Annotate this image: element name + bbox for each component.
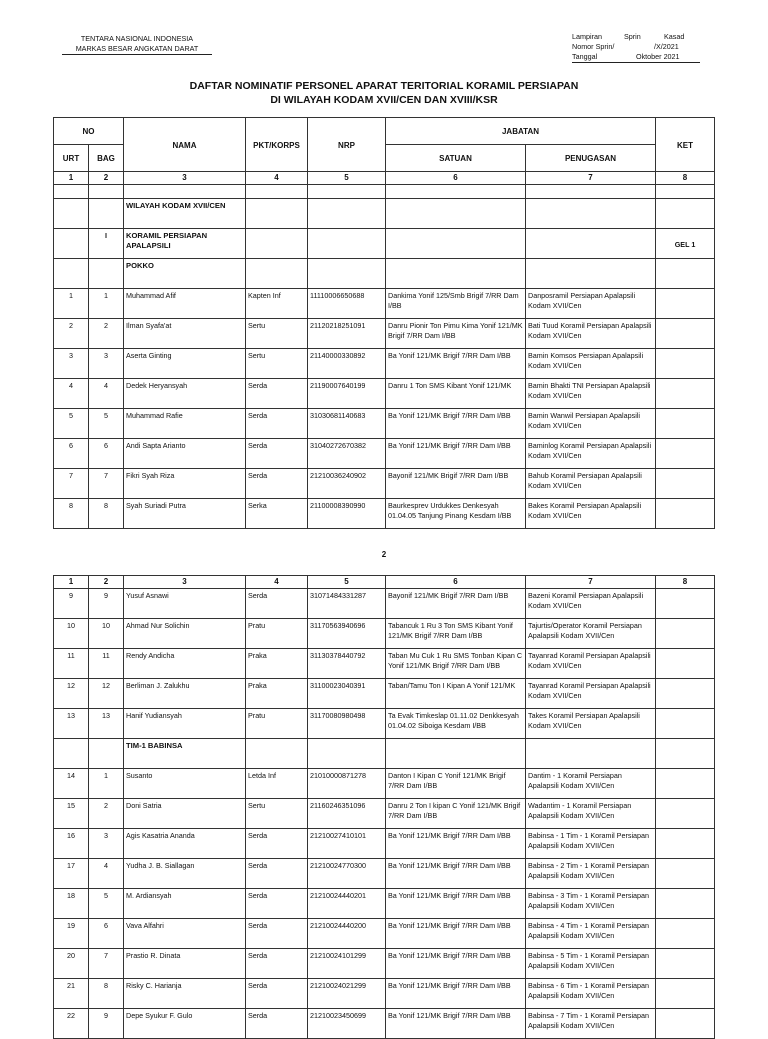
cell-nama: Fikri Syah Riza <box>124 469 246 499</box>
cell-nrp: 31170563940696 <box>308 619 386 649</box>
cell-penugasan: Wadantim - 1 Koramil Persiapan Apalapsili Kodam XVII/Cen <box>526 799 656 829</box>
cell-nrp: 31130378440792 <box>308 649 386 679</box>
cell-penugasan: Baminlog Koramil Persiapan Apalapsili Kodam XVII/Cen <box>526 439 656 469</box>
cell-nama: Yudha J. B. Siallagan <box>124 859 246 889</box>
cell-satuan: Ba Yonif 121/MK Brigif 7/RR Dam I/BB <box>386 919 526 949</box>
cell-nama: Berliman J. Zalukhu <box>124 679 246 709</box>
cell-penugasan: Babinsa - 5 Tim - 1 Koramil Persiapan Apalapsili Kodam XVII/Cen <box>526 949 656 979</box>
section-row-wilayah <box>54 199 715 229</box>
header-no: NO <box>54 118 124 145</box>
cell-nrp: 21210023450699 <box>308 1009 386 1039</box>
section-koramil-ket: GEL 1 <box>656 229 715 259</box>
cell-bag: 1 <box>89 289 124 319</box>
cell-nama: Prastio R. Dinata <box>124 949 246 979</box>
cell-ket <box>656 469 715 499</box>
cell-satuan: Ba Yonif 121/MK Brigif 7/RR Dam I/BB <box>386 889 526 919</box>
cell-bag: 7 <box>89 949 124 979</box>
cell-nrp: 31030681140683 <box>308 409 386 439</box>
cell-nrp: 31040272670382 <box>308 439 386 469</box>
cell-nama: Aserta Ginting <box>124 349 246 379</box>
cell-pkt: Serda <box>246 379 308 409</box>
lampiran-label: Lampiran <box>572 32 602 41</box>
table-row <box>54 589 715 619</box>
cell-nrp: 31100023040391 <box>308 679 386 709</box>
header-bag: BAG <box>89 145 124 172</box>
cell-nrp: 21210024440200 <box>308 919 386 949</box>
cell-nrp: 21160246351096 <box>308 799 386 829</box>
nomor-label: Nomor Sprin/ <box>572 42 615 51</box>
section-pokko: POKKO <box>124 259 246 289</box>
cell-nrp: 11110006650688 <box>308 289 386 319</box>
cell-nama: Hanif Yudiansyah <box>124 709 246 739</box>
cell-ket <box>656 889 715 919</box>
cell-bag: 5 <box>89 409 124 439</box>
cell-satuan: Ba Yonif 121/MK Brigif 7/RR Dam I/BB <box>386 409 526 439</box>
cell-satuan: Tabancuk 1 Ru 3 Ton SMS Kibant Yonif 121/MK Brigif 7/RR Dam I/BB <box>386 619 526 649</box>
cell-pkt: Serda <box>246 1009 308 1039</box>
cell-penugasan: Takes Koramil Persiapan Apalapsili Kodam XVII/Cen <box>526 709 656 739</box>
cell-ket <box>656 979 715 1009</box>
cell-ket <box>656 439 715 469</box>
section-koramil-bag: I <box>89 229 124 259</box>
cell-bag: 4 <box>89 859 124 889</box>
cell-bag: 12 <box>89 679 124 709</box>
cell-urt: 22 <box>54 1009 89 1039</box>
cell-ket <box>656 859 715 889</box>
cell-urt: 21 <box>54 979 89 1009</box>
cell-nrp: 21100008390990 <box>308 499 386 529</box>
cell-pkt: Serda <box>246 919 308 949</box>
cell-satuan: Danru 2 Ton I kipan C Yonif 121/MK Brigif 7/RR Dam I/BB <box>386 799 526 829</box>
spacer-row <box>54 185 715 199</box>
cell-bag: 6 <box>89 919 124 949</box>
cell-ket <box>656 919 715 949</box>
cell-pkt: Praka <box>246 649 308 679</box>
cell-nama: Yusuf Asnawi <box>124 589 246 619</box>
tanggal-value: Oktober 2021 <box>636 52 680 61</box>
cell-ket <box>656 769 715 799</box>
section-wilayah: WILAYAH KODAM XVII/CEN <box>124 199 246 229</box>
column-number: 1 <box>54 172 89 185</box>
cell-penugasan: Danposramil Persiapan Apalapsili Kodam XVII/Cen <box>526 289 656 319</box>
cell-ket <box>656 949 715 979</box>
table-row <box>54 829 715 859</box>
cell-pkt: Serda <box>246 889 308 919</box>
lampiran-kasad: Kasad <box>664 32 685 41</box>
cell-pkt: Kapten Inf <box>246 289 308 319</box>
cell-pkt: Serda <box>246 829 308 859</box>
cell-satuan: Ba Yonif 121/MK Brigif 7/RR Dam I/BB <box>386 859 526 889</box>
cell-penugasan: Babinsa - 4 Tim - 1 Koramil Persiapan Apalapsili Kodam XVII/Cen <box>526 919 656 949</box>
column-number: 8 <box>656 172 715 185</box>
cell-satuan: Ba Yonif 121/MK Brigif 7/RR Dam I/BB <box>386 439 526 469</box>
cell-urt: 16 <box>54 829 89 859</box>
column-number: 7 <box>526 172 656 185</box>
cell-pkt: Serda <box>246 409 308 439</box>
cell-nrp: 21190007640199 <box>308 379 386 409</box>
table-row <box>54 679 715 709</box>
table-row <box>54 949 715 979</box>
cell-nama: Muhammad Rafie <box>124 409 246 439</box>
column-number: 7 <box>526 576 656 589</box>
table-row <box>54 349 715 379</box>
table-row <box>54 439 715 469</box>
cell-nama: Ahmad Nur Solichin <box>124 619 246 649</box>
cell-urt: 8 <box>54 499 89 529</box>
column-number: 8 <box>656 576 715 589</box>
cell-satuan: Bayonif 121/MK Brigif 7/RR Dam I/BB <box>386 589 526 619</box>
cell-pkt: Serda <box>246 439 308 469</box>
cell-satuan: Bayonif 121/MK Brigif 7/RR Dam I/BB <box>386 469 526 499</box>
cell-nrp: 21210024101299 <box>308 949 386 979</box>
tanggal-label: Tanggal <box>572 52 598 61</box>
cell-satuan: Ba Yonif 121/MK Brigif 7/RR Dam I/BB <box>386 949 526 979</box>
cell-bag: 4 <box>89 379 124 409</box>
cell-urt: 13 <box>54 709 89 739</box>
column-number: 3 <box>124 576 246 589</box>
header-ket: KET <box>656 118 715 172</box>
cell-urt: 7 <box>54 469 89 499</box>
column-number: 2 <box>89 172 124 185</box>
cell-penugasan: Dantim - 1 Koramil Persiapan Apalapsili Kodam XVII/Cen <box>526 769 656 799</box>
cell-ket <box>656 499 715 529</box>
cell-nama: Dedek Heryansyah <box>124 379 246 409</box>
cell-urt: 6 <box>54 439 89 469</box>
cell-bag: 8 <box>89 979 124 1009</box>
cell-pkt: Pratu <box>246 619 308 649</box>
cell-bag: 2 <box>89 799 124 829</box>
cell-urt: 15 <box>54 799 89 829</box>
document-title-line2: DI WILAYAH KODAM XVII/CEN DAN XVIII/KSR <box>270 94 498 106</box>
cell-nama: M. Ardiansyah <box>124 889 246 919</box>
cell-pkt: Sertu <box>246 349 308 379</box>
cell-satuan: Ba Yonif 121/MK Brigif 7/RR Dam I/BB <box>386 829 526 859</box>
cell-pkt: Serka <box>246 499 308 529</box>
cell-ket <box>656 709 715 739</box>
letterhead-line2: MARKAS BESAR ANGKATAN DARAT <box>62 44 212 55</box>
cell-urt: 10 <box>54 619 89 649</box>
cell-bag: 3 <box>89 829 124 859</box>
cell-bag: 8 <box>89 499 124 529</box>
cell-nrp: 31071484331287 <box>308 589 386 619</box>
cell-bag: 9 <box>89 589 124 619</box>
table-row <box>54 619 715 649</box>
cell-nama: Risky C. Harianja <box>124 979 246 1009</box>
section-tim1: TIM-1 BABINSA <box>124 739 246 769</box>
cell-ket <box>656 589 715 619</box>
cell-ket <box>656 379 715 409</box>
cell-urt: 2 <box>54 319 89 349</box>
section-koramil: KORAMIL PERSIAPAN APALAPSILI <box>124 229 246 259</box>
cell-nrp: 21210024770300 <box>308 859 386 889</box>
letterhead <box>62 34 212 55</box>
cell-nama: Muhammad Afif <box>124 289 246 319</box>
cell-nama: Depe Syukur F. Gulo <box>124 1009 246 1039</box>
cell-satuan: Taban Mu Cuk 1 Ru SMS Tonban Kipan C Yonif 121/MK Brigif 7/RR Dam I/BB <box>386 649 526 679</box>
table-row <box>54 979 715 1009</box>
cell-pkt: Sertu <box>246 319 308 349</box>
table-row <box>54 319 715 349</box>
header-nrp: NRP <box>308 118 386 172</box>
lampiran-sprin: Sprin <box>624 32 641 41</box>
cell-pkt: Letda Inf <box>246 769 308 799</box>
cell-nrp: 31170080980498 <box>308 709 386 739</box>
cell-urt: 3 <box>54 349 89 379</box>
cell-bag: 5 <box>89 889 124 919</box>
cell-bag: 2 <box>89 319 124 349</box>
cell-ket <box>656 649 715 679</box>
cell-penugasan: Bahub Koramil Persiapan Apalapsili Kodam XVII/Cen <box>526 469 656 499</box>
cell-nrp: 21210024021299 <box>308 979 386 1009</box>
cell-penugasan: Bakes Koramil Persiapan Apalapsili Kodam XVII/Cen <box>526 499 656 529</box>
cell-urt: 17 <box>54 859 89 889</box>
cell-satuan: Ba Yonif 121/MK Brigif 7/RR Dam I/BB <box>386 979 526 1009</box>
cell-nama: Vava Alfahri <box>124 919 246 949</box>
table-row <box>54 799 715 829</box>
cell-nama: Doni Satria <box>124 799 246 829</box>
header-nama: NAMA <box>124 118 246 172</box>
nomor-value: /X/2021 <box>654 42 679 51</box>
column-number: 5 <box>308 576 386 589</box>
cell-nrp: 21010000871278 <box>308 769 386 799</box>
cell-pkt: Serda <box>246 979 308 1009</box>
cell-penugasan: Babinsa - 2 Tim - 1 Koramil Persiapan Apalapsili Kodam XVII/Cen <box>526 859 656 889</box>
cell-satuan: Ta Evak Timkeslap 01.11.02 Denkkesyah 01.04.02 Siboiga Kesdam I/BB <box>386 709 526 739</box>
cell-nama: Ilman Syafa'at <box>124 319 246 349</box>
cell-ket <box>656 319 715 349</box>
table-row <box>54 769 715 799</box>
cell-ket <box>656 349 715 379</box>
section-row-tim1 <box>54 739 715 769</box>
cell-urt: 5 <box>54 409 89 439</box>
table-row <box>54 709 715 739</box>
cell-bag: 6 <box>89 439 124 469</box>
column-number: 4 <box>246 172 308 185</box>
cell-urt: 4 <box>54 379 89 409</box>
cell-urt: 11 <box>54 649 89 679</box>
letterhead-line1: TENTARA NASIONAL INDONESIA <box>80 34 194 43</box>
column-number: 6 <box>386 172 526 185</box>
column-number: 2 <box>89 576 124 589</box>
personnel-table-page2 <box>53 575 715 1039</box>
cell-ket <box>656 799 715 829</box>
cell-pkt: Serda <box>246 469 308 499</box>
column-number: 3 <box>124 172 246 185</box>
header-pkt: PKT/KORPS <box>246 118 308 172</box>
table-row <box>54 649 715 679</box>
cell-urt: 12 <box>54 679 89 709</box>
document-title-line1: DAFTAR NOMINATIF PERSONEL APARAT TERITORIAL KORAMIL PERSIAPAN <box>189 80 579 92</box>
cell-satuan: Danru Pionir Ton Pimu Kima Yonif 121/MK Brigif 7/RR Dam I/BB <box>386 319 526 349</box>
table-row <box>54 469 715 499</box>
cell-satuan: Ba Yonif 121/MK Brigif 7/RR Dam I/BB <box>386 349 526 379</box>
cell-penugasan: Bamin Wanwil Persiapan Apalapsili Kodam XVII/Cen <box>526 409 656 439</box>
cell-nama: Rendy Andicha <box>124 649 246 679</box>
cell-penugasan: Tayanrad Koramil Persiapan Apalapsili Kodam XVII/Cen <box>526 679 656 709</box>
column-number: 6 <box>386 576 526 589</box>
table-row <box>54 409 715 439</box>
table-row <box>54 289 715 319</box>
cell-bag: 11 <box>89 649 124 679</box>
table-row <box>54 379 715 409</box>
cell-penugasan: Bamin Bhakti TNI Persiapan Apalapsili Kodam XVII/Cen <box>526 379 656 409</box>
cell-pkt: Pratu <box>246 709 308 739</box>
cell-penugasan: Babinsa - 6 Tim - 1 Koramil Persiapan Apalapsili Kodam XVII/Cen <box>526 979 656 1009</box>
header-jabatan: JABATAN <box>386 118 656 145</box>
column-number: 5 <box>308 172 386 185</box>
cell-penugasan: Babinsa - 7 Tim - 1 Koramil Persiapan Apalapsili Kodam XVII/Cen <box>526 1009 656 1039</box>
cell-satuan: Danton I Kipan C Yonif 121/MK Brigif 7/RR Dam I/BB <box>386 769 526 799</box>
cell-satuan: Baurkesprev Urdukkes Denkesyah 01.04.05 Tanjung Pinang Kesdam I/BB <box>386 499 526 529</box>
section-row-koramil <box>54 229 715 259</box>
cell-bag: 10 <box>89 619 124 649</box>
cell-pkt: Praka <box>246 679 308 709</box>
cell-ket <box>656 619 715 649</box>
column-number-row <box>54 172 715 185</box>
cell-urt: 19 <box>54 919 89 949</box>
cell-satuan: Ba Yonif 121/MK Brigif 7/RR Dam I/BB <box>386 1009 526 1039</box>
cell-ket <box>656 829 715 859</box>
cell-pkt: Serda <box>246 949 308 979</box>
cell-pkt: Sertu <box>246 799 308 829</box>
column-number: 1 <box>54 576 89 589</box>
cell-urt: 1 <box>54 289 89 319</box>
cell-nrp: 21210027410101 <box>308 829 386 859</box>
header-satuan: SATUAN <box>386 145 526 172</box>
header-urt: URT <box>54 145 89 172</box>
cell-urt: 20 <box>54 949 89 979</box>
column-number-row <box>54 576 715 589</box>
cell-penugasan: Bati Tuud Koramil Persiapan Apalapsili Kodam XVII/Cen <box>526 319 656 349</box>
cell-penugasan: Bazeni Koramil Persiapan Apalapsili Kodam XVII/Cen <box>526 589 656 619</box>
cell-penugasan: Tajurtis/Operator Koramil Persiapan Apalapsili Kodam XVII/Cen <box>526 619 656 649</box>
cell-penugasan: Bamin Komsos Persiapan Apalapsili Kodam XVII/Cen <box>526 349 656 379</box>
cell-pkt: Serda <box>246 859 308 889</box>
reference-block <box>572 32 700 63</box>
cell-nama: Syah Suriadi Putra <box>124 499 246 529</box>
cell-urt: 9 <box>54 589 89 619</box>
cell-nrp: 21120218251091 <box>308 319 386 349</box>
cell-penugasan: Babinsa - 1 Tim - 1 Koramil Persiapan Apalapsili Kodam XVII/Cen <box>526 829 656 859</box>
cell-bag: 9 <box>89 1009 124 1039</box>
cell-bag: 7 <box>89 469 124 499</box>
cell-bag: 1 <box>89 769 124 799</box>
cell-pkt: Serda <box>246 589 308 619</box>
cell-nama: Agis Kasatria Ananda <box>124 829 246 859</box>
cell-ket <box>656 679 715 709</box>
section-row-pokko <box>54 259 715 289</box>
table-row <box>54 859 715 889</box>
cell-satuan: Dankima Yonif 125/Smb Brigif 7/RR Dam I/BB <box>386 289 526 319</box>
cell-nrp: 21210036240902 <box>308 469 386 499</box>
page-number: 2 <box>381 550 387 559</box>
header-penugasan: PENUGASAN <box>526 145 656 172</box>
table-row <box>54 499 715 529</box>
cell-ket <box>656 409 715 439</box>
cell-nrp: 21140000330892 <box>308 349 386 379</box>
table-row <box>54 889 715 919</box>
column-number: 4 <box>246 576 308 589</box>
personnel-table-page1 <box>53 117 715 529</box>
cell-nrp: 21210024440201 <box>308 889 386 919</box>
cell-ket <box>656 289 715 319</box>
cell-satuan: Danru 1 Ton SMS Kibant Yonif 121/MK <box>386 379 526 409</box>
cell-bag: 3 <box>89 349 124 379</box>
cell-satuan: Taban/Tamu Ton I Kipan A Yonif 121/MK <box>386 679 526 709</box>
cell-penugasan: Tayanrad Koramil Persiapan Apalapsili Kodam XVII/Cen <box>526 649 656 679</box>
cell-nama: Andi Sapta Arianto <box>124 439 246 469</box>
cell-nama: Susanto <box>124 769 246 799</box>
cell-penugasan: Babinsa - 3 Tim - 1 Koramil Persiapan Apalapsili Kodam XVII/Cen <box>526 889 656 919</box>
cell-bag: 13 <box>89 709 124 739</box>
table-row <box>54 919 715 949</box>
cell-urt: 18 <box>54 889 89 919</box>
cell-urt: 14 <box>54 769 89 799</box>
